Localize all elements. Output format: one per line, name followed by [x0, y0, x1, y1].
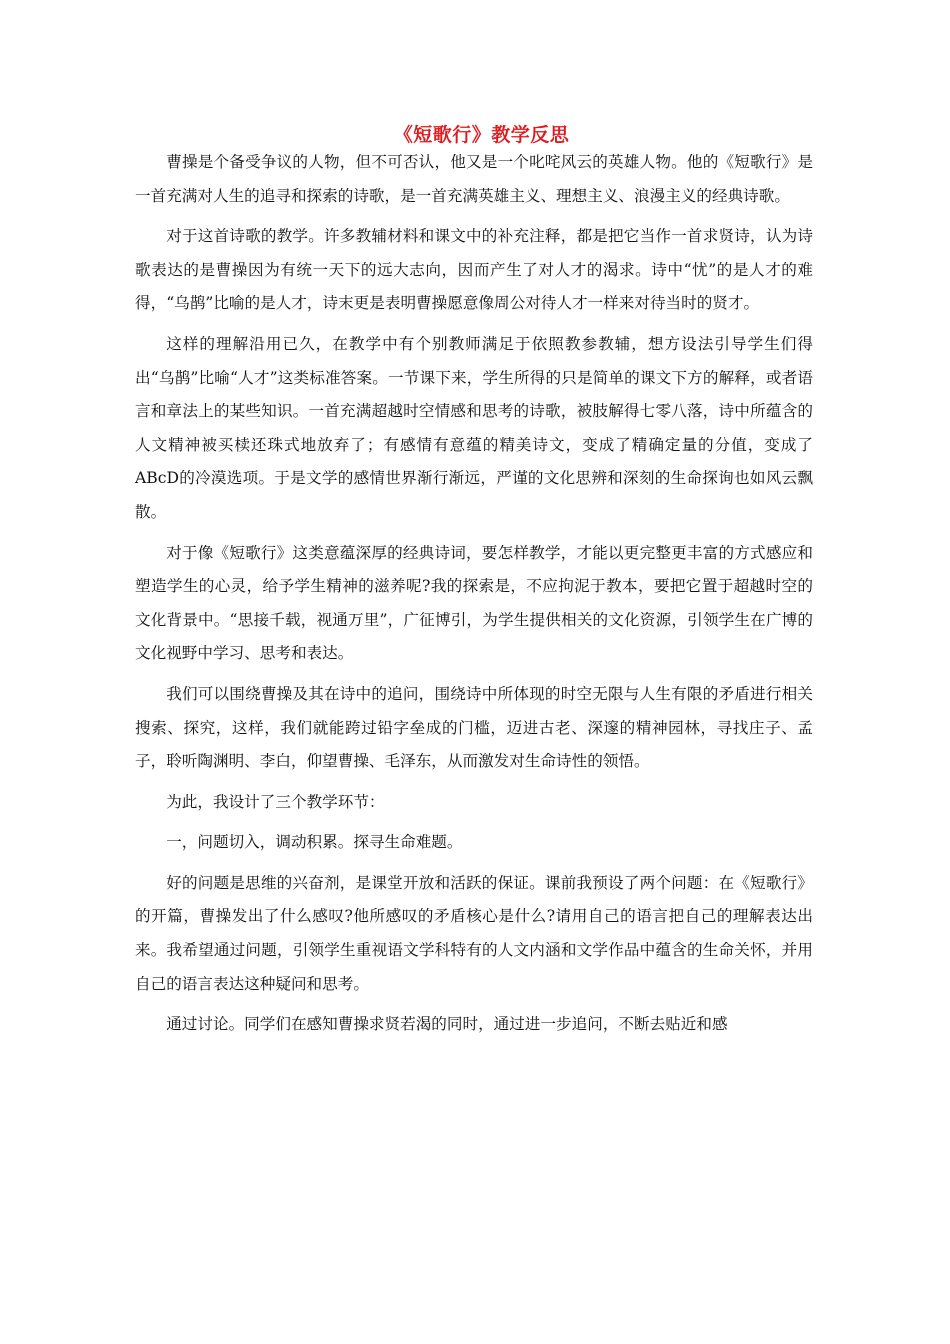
paragraph-6: 为此，我设计了三个教学环节：	[166, 792, 385, 811]
paragraph-7: 一，问题切入，调动积累。探寻生命难题。	[166, 833, 463, 852]
paragraph-8: 好的问题是思维的兴奋剂，是课堂开放和活跃的保证。课前我预设了两个问题：在《短歌行》的开篇，曹操发出了什么感叹?他所感叹的矛盾核心是什么?请用自己的语言把自己的理解表达出来。我希望通过问题，引领学生重视语文学科特有的人文内涵和文学作品中蕴含的生命关怀，并用自己的语言表达这种疑问和思考。	[135, 873, 813, 993]
paragraph-2: 对于这首诗歌的教学。许多教辅材料和课文中的补充注释，都是把它当作一首求贤诗，认为诗歌表达的是曹操因为有统一天下的远大志向，因而产生了对人才的渴求。诗中“忧”的是人才的难得，“乌鹊”比喻的是人才，诗末更是表明曹操愿意像周公对待人才一样来对待当时的贤才。	[135, 227, 813, 313]
paragraph-9: 通过讨论。同学们在感知曹操求贤若渴的同时，通过进一步追问，不断去贴近和感	[166, 1015, 728, 1034]
paragraph-1: 曹操是个备受争议的人物，但不可否认，他又是一个叱咤风云的英雄人物。他的《短歌行》是一首充满对人生的追寻和探索的诗歌，是一首充满英雄主义、理想主义、浪漫主义的经典诗歌。	[135, 153, 813, 205]
document-page	[135, 118, 813, 1042]
document-title: 《短歌行》教学反思	[393, 124, 570, 146]
paragraph-3: 这样的理解沿用已久，在教学中有个别教师满足于依照教参教辅，想方设法引导学生们得出“乌鹊”比喻“人才”这类标准答案。一节课下来，学生所得的只是简单的课文下方的解释，或者语言和章法上的某些知识。一首充满超越时空情感和思考的诗歌，被肢解得七零八落，诗中所蕴含的人文精神被买椟还珠式地放弃了；有感情有意蕴的精美诗文，变成了精确定量的分值，变成了ABcD的冷漠选项。于是文学的感情世界渐行渐远，严谨的文化思辨和深刻的生命探询也如风云飘散。	[135, 334, 813, 521]
paragraph-5: 我们可以围绕曹操及其在诗中的追问，围绕诗中所体现的时空无限与人生有限的矛盾进行相关搜索、探究，这样，我们就能跨过铅字垒成的门槛，迈进古老、深邃的精神园林，寻找庄子、孟子，聆听陶渊明、李白，仰望曹操、毛泽东，从而激发对生命诗性的领悟。	[135, 684, 813, 771]
paragraph-4: 对于像《短歌行》这类意蕴深厚的经典诗词，要怎样教学，才能以更完整更丰富的方式感应和塑造学生的心灵，给予学生精神的滋养呢?我的探索是，不应拘泥于教本，要把它置于超越时空的文化背景中。“思接千载，视通万里”，广征博引，为学生提供相关的文化资源，引领学生在广博的文化视野中学习、思考和表达。	[135, 543, 813, 663]
